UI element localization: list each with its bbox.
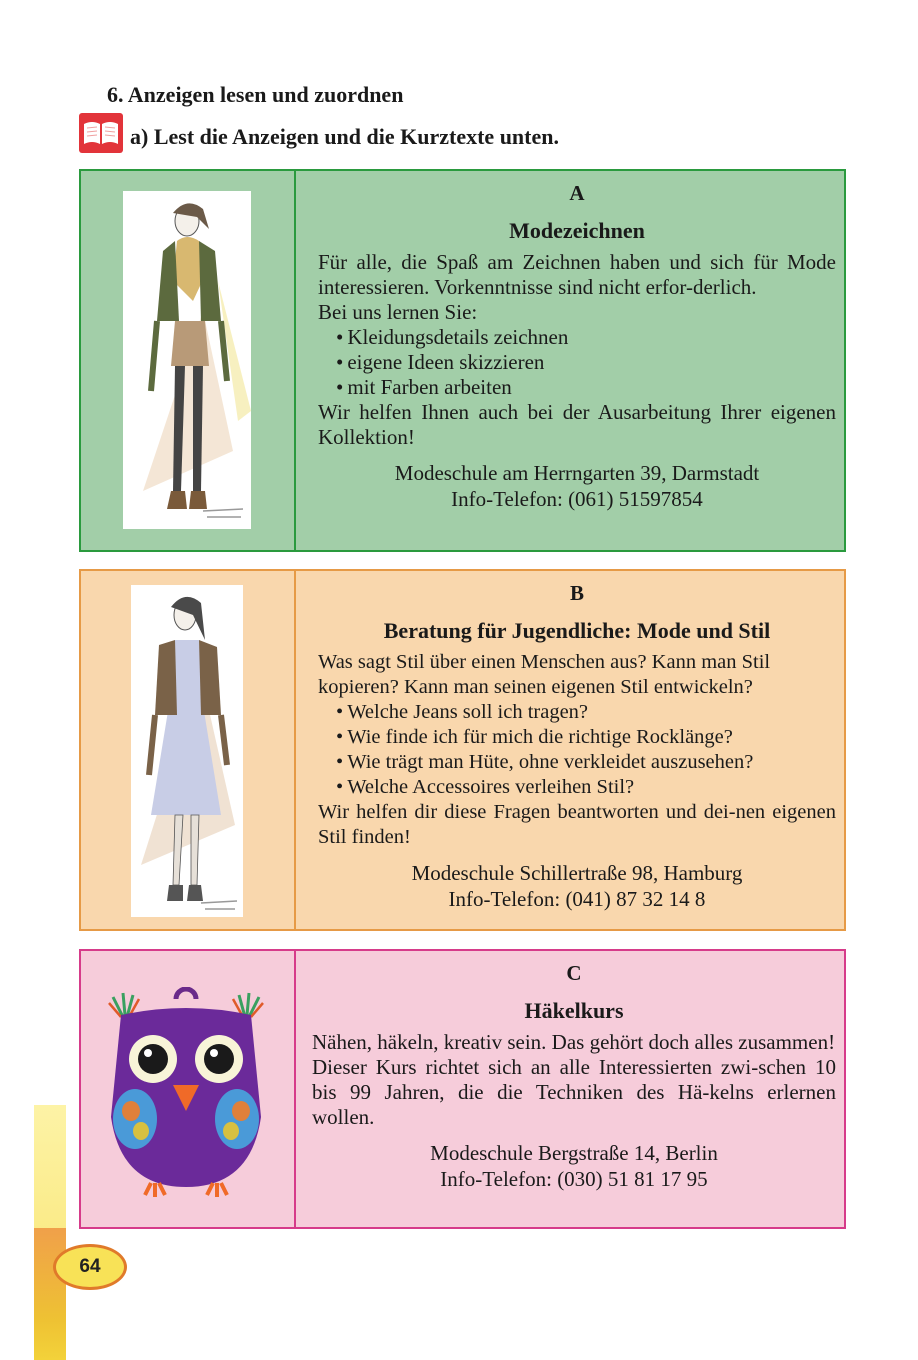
list-item: • Welche Jeans soll ich tragen? — [318, 700, 836, 725]
ad-list — [318, 325, 836, 400]
ad-title: Beratung für Jugendliche: Mode und Stil — [383, 618, 771, 643]
open-book-icon — [79, 113, 123, 153]
ad-c — [79, 949, 846, 1229]
ad-body — [318, 650, 836, 850]
ad-contact — [318, 460, 836, 512]
ad-intro: Für alle, die Spaß am Zeichnen haben und sich für Mode interessieren. Vorkenntnisse sind nicht erfor-derlich. — [318, 250, 836, 299]
ad-lead: Bei uns lernen Sie: — [318, 300, 478, 324]
exercise-heading: 6. Anzeigen lesen und zuordnen — [107, 82, 404, 107]
list-item: • Wie trägt man Hüte, ohne verkleidet auszusehen? — [318, 750, 836, 775]
ad-c-image-column — [81, 951, 296, 1227]
ad-body — [318, 250, 836, 450]
ad-phone: Info-Telefon: (061) 51597854 — [451, 487, 703, 511]
ad-outro: Wir helfen Ihnen auch bei der Ausarbeitung Ihrer eigenen Kollektion! — [318, 400, 836, 449]
list-item: • Wie finde ich für mich die richtige Rocklänge? — [318, 725, 836, 750]
exercise-task: a) Lest die Anzeigen und die Kurztexte unten. — [130, 124, 559, 149]
ad-outro: Dieser Kurs richtet sich an alle Interessierten zwi-schen 10 bis 99 Jahren, die die Techniken des Hä-kelns erlernen wollen. — [312, 1055, 836, 1129]
list-item: • eigene Ideen skizzieren — [318, 350, 836, 375]
ad-phone: Info-Telefon: (041) 87 32 14 8 — [448, 887, 706, 911]
ad-contact — [318, 860, 836, 912]
ad-address: Modeschule am Herrngarten 39, Darmstadt — [394, 461, 760, 485]
ad-body — [312, 1030, 836, 1130]
crochet-owl-image — [101, 987, 271, 1197]
list-item: • Welche Accessoires verleihen Stil? — [318, 775, 836, 800]
ad-intro: Nähen, häkeln, kreativ sein. Das gehört doch alles zusammen! — [312, 1030, 836, 1054]
ad-title: Modezeichnen — [509, 218, 645, 243]
list-item: • mit Farben arbeiten — [318, 375, 836, 400]
fashion-sketch-woman-jacket — [123, 191, 251, 529]
ad-b — [79, 569, 846, 931]
page-number: 64 — [53, 1244, 127, 1290]
ad-b-image-column — [81, 571, 296, 929]
ad-list — [318, 700, 836, 800]
ad-a-image-column — [81, 171, 296, 550]
ad-title: Häkelkurs — [524, 998, 624, 1023]
ad-intro: Was sagt Stil über einen Menschen aus? Kann man Stil kopieren? Kann man seinen eigenen Stil entwickeln? — [318, 651, 771, 698]
ad-letter: B — [569, 581, 584, 605]
ad-address: Modeschule Schillertraße 98, Hamburg — [411, 861, 743, 885]
page-edge-stripe-orange — [34, 1228, 66, 1360]
ad-b-text — [294, 571, 844, 929]
ad-c-text — [294, 951, 844, 1227]
ad-address: Modeschule Bergstraße 14, Berlin — [430, 1141, 718, 1165]
ad-a — [79, 169, 846, 552]
ad-outro: Wir helfen dir diese Fragen beantworten und dei-nen eigenen Stil finden! — [318, 801, 836, 848]
ad-phone: Info-Telefon: (030) 51 81 17 95 — [440, 1167, 708, 1191]
ad-contact — [312, 1140, 836, 1192]
list-item: • Kleidungsdetails zeichnen — [318, 325, 836, 350]
ad-letter: A — [569, 181, 585, 205]
ad-letter: C — [566, 961, 582, 985]
ad-a-text — [294, 171, 844, 550]
fashion-sketch-woman-dress — [131, 585, 243, 917]
